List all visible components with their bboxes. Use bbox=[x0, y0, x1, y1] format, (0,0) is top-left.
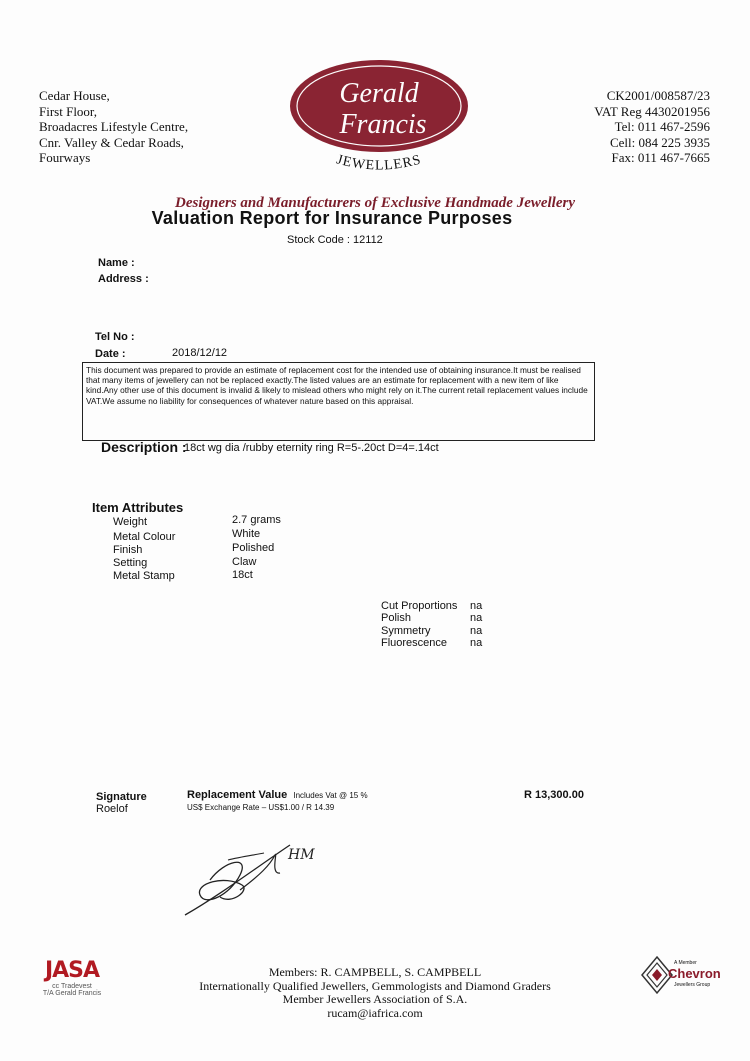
company-details bbox=[594, 88, 710, 166]
address-line: Fourways bbox=[39, 150, 91, 165]
description-label: Description : bbox=[101, 439, 187, 455]
footer-email: rucam@iafrica.com bbox=[327, 1005, 423, 1020]
description-value: 18ct wg dia /rubby eternity ring R=5-.20ct D=4=.14ct bbox=[184, 442, 439, 454]
attr-value-setting: Claw bbox=[232, 556, 257, 568]
stock-code: Stock Code : 12112 bbox=[287, 234, 383, 246]
chevron-sub: Jewellers Group bbox=[674, 982, 711, 988]
attr-label-setting: Setting bbox=[113, 557, 148, 569]
address-label: Address : bbox=[98, 273, 149, 285]
address-line: Cnr. Valley & Cedar Roads, bbox=[39, 134, 184, 150]
replacement-value bbox=[187, 789, 368, 801]
stone-value-polish: na bbox=[470, 612, 483, 624]
logo-name-line1: Gerald bbox=[339, 78, 419, 109]
stone-value-cut: na bbox=[470, 600, 483, 612]
tel-label: Tel No : bbox=[95, 331, 135, 343]
attr-label-weight: Weight bbox=[113, 516, 148, 528]
address-line: First Floor, bbox=[39, 103, 97, 119]
stone-label-cut: Cut Proportions bbox=[381, 600, 458, 612]
stone-value-fluorescence: na bbox=[470, 637, 483, 649]
footer-association: Member Jewellers Association of S.A. bbox=[282, 992, 468, 1006]
stone-label-symmetry: Symmetry bbox=[381, 625, 431, 637]
chevron-member-text: A Member bbox=[674, 960, 697, 966]
svg-text:JEWELLERS bbox=[335, 152, 423, 173]
exchange-rate: US$ Exchange Rate – US$1.00 / R 14.39 bbox=[187, 803, 335, 812]
attr-value-metal-colour: White bbox=[232, 528, 261, 540]
address-line: Cedar House, bbox=[39, 88, 110, 103]
gerald-francis-logo bbox=[287, 58, 471, 178]
date-label: Date : bbox=[95, 348, 126, 360]
jasa-line1: cc Tradevest bbox=[52, 983, 92, 990]
attr-label-metal-stamp: Metal Stamp bbox=[113, 570, 175, 582]
replacement-label: Replacement Value bbox=[187, 789, 288, 801]
attr-value-metal-stamp: 18ct bbox=[232, 569, 253, 581]
stone-value-symmetry: na bbox=[470, 625, 483, 637]
footer bbox=[0, 966, 750, 1020]
attr-label-finish: Finish bbox=[113, 544, 143, 556]
signature-label: Signature bbox=[96, 791, 147, 803]
fax: Fax: 011 467-7665 bbox=[611, 150, 710, 165]
date-value: 2018/12/12 bbox=[172, 347, 228, 359]
attributes-heading: Item Attributes bbox=[92, 500, 184, 515]
logo-subtitle: JEWELLERS bbox=[334, 152, 424, 174]
vat-note: Includes Vat @ 15 % bbox=[293, 791, 368, 800]
jasa-wordmark: JASA bbox=[44, 958, 100, 983]
replacement-amount: R 13,300.00 bbox=[524, 789, 584, 801]
logo-name-line2: Francis bbox=[339, 109, 427, 140]
footer-members: Members: R. CAMPBELL, S. CAMPBELL bbox=[268, 965, 482, 979]
address-line: Broadacres Lifestyle Centre, bbox=[39, 119, 189, 134]
handwritten-signature bbox=[180, 835, 330, 925]
signature-mark: HM bbox=[288, 847, 315, 863]
cell: Cell: 084 225 3935 bbox=[609, 134, 710, 150]
tagline: Designers and Manufacturers of Exclusive Handmade Jewellery bbox=[175, 195, 575, 211]
attr-label-metal-colour: Metal Colour bbox=[113, 531, 176, 543]
store-address bbox=[39, 88, 188, 166]
stone-label-polish: Polish bbox=[381, 612, 411, 624]
company-reg: CK2001/008587/23 bbox=[606, 88, 710, 103]
attr-value-finish: Polished bbox=[232, 542, 275, 554]
footer-qualifications: Internationally Qualified Jewellers, Gemmologists and Diamond Graders bbox=[199, 978, 551, 993]
attr-value-weight: 2.7 grams bbox=[232, 514, 281, 526]
chevron-logo bbox=[640, 955, 720, 995]
jasa-line2: T/A Gerald Francis bbox=[42, 990, 102, 997]
tel: Tel: 011 467-2596 bbox=[614, 119, 710, 134]
page-title: Valuation Report for Insurance Purposes bbox=[151, 208, 513, 228]
name-label: Name : bbox=[98, 257, 135, 269]
disclaimer-box: This document was prepared to provide an estimate of replacement cost for the intended use of obtaining insurance.It must be realised that many items of jewellery can not be replaced exactly.The listed values are an estimate for replacement with a new item of like kind.Any other use of this document is invalid & likely to mislead others who might rely on it.The current retail replacement values include VAT.We assume no liability for consequences of whatever nature based on this appraisal. bbox=[82, 362, 595, 441]
signer-name: Roelof bbox=[96, 803, 128, 815]
stone-label-fluorescence: Fluorescence bbox=[381, 637, 448, 649]
vat-reg: VAT Reg 4430201956 bbox=[594, 103, 710, 119]
chevron-brand: Chevron bbox=[668, 966, 721, 981]
